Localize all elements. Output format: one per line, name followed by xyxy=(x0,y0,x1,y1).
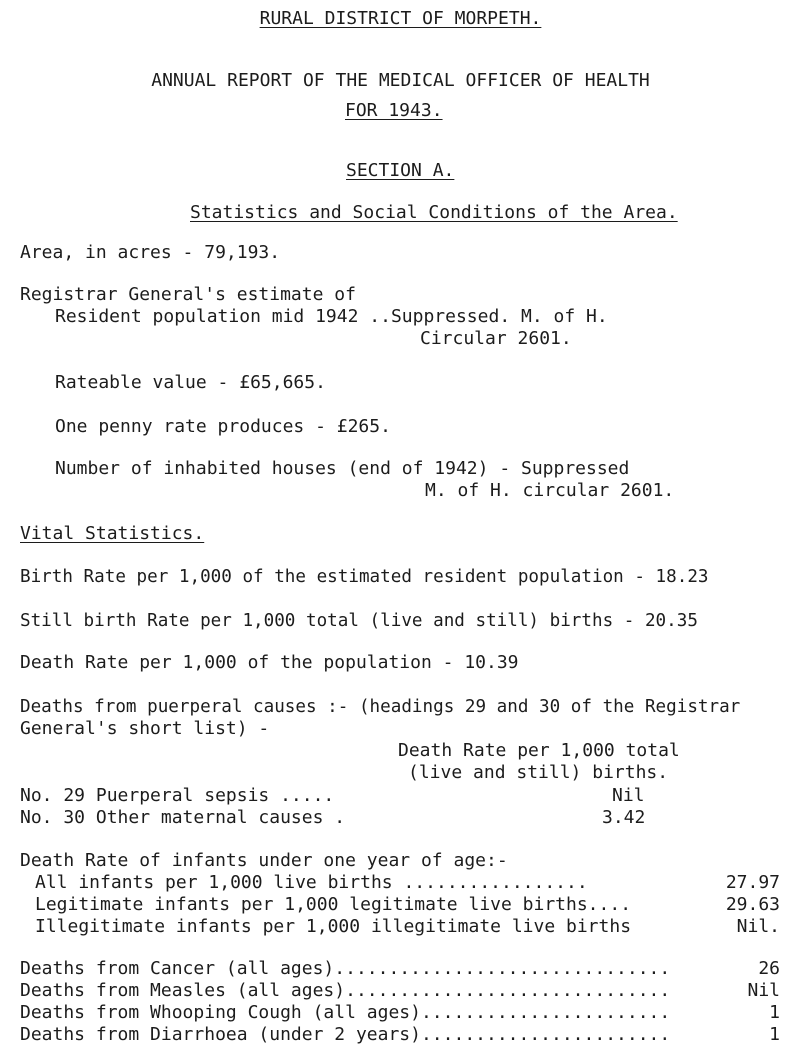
cause-row: Deaths from Whooping Cough (all ages)....................... xyxy=(20,1002,671,1023)
still-birth-rate-row: Still birth Rate per 1,000 total (live and still) births - 20.35 xyxy=(20,611,698,631)
section-label: SECTION A. xyxy=(346,160,455,181)
puerperal-intro-2: General's short list) - xyxy=(20,718,270,739)
cause-row-value: 1 xyxy=(769,1002,780,1023)
puerperal-row: No. 30 Other maternal causes . xyxy=(20,807,346,828)
puerperal-row: No. 29 Puerperal sepsis ..... xyxy=(20,785,335,806)
report-year: FOR 1943. xyxy=(345,100,443,121)
report-title: ANNUAL REPORT OF THE MEDICAL OFFICER OF HEALTH xyxy=(151,70,650,91)
infant-row-value: 27.97 xyxy=(725,872,780,893)
death-rate-row: Death Rate per 1,000 of the population - 10.39 xyxy=(20,652,519,673)
puerperal-row-value: 3.42 xyxy=(602,807,646,828)
puerperal-column-head-1: Death Rate per 1,000 total xyxy=(398,740,680,761)
population-line-2: Resident population mid 1942 ..Suppressed. M. of H. xyxy=(55,306,608,327)
infant-death-heading: Death Rate of infants under one year of age:- xyxy=(20,850,508,871)
district-title: RURAL DISTRICT OF MORPETH. xyxy=(259,8,542,29)
cause-row: Deaths from Measles (all ages).............................. xyxy=(20,980,671,1001)
penny-rate: One penny rate produces - £265. xyxy=(55,416,391,437)
birth-rate-row: Birth Rate per 1,000 of the estimated resident population - 18.23 xyxy=(20,567,709,587)
puerperal-intro-1: Deaths from puerperal causes :- (headings 29 and 30 of the Registrar xyxy=(20,697,741,717)
infant-row: All infants per 1,000 live births ................. xyxy=(35,872,588,893)
cause-row-value: 26 xyxy=(758,958,780,979)
population-line-1: Registrar General's estimate of xyxy=(20,284,356,305)
rateable-value: Rateable value - £65,665. xyxy=(55,372,326,393)
population-line-3: Circular 2601. xyxy=(420,328,572,349)
section-title: Statistics and Social Conditions of the Area. xyxy=(190,202,678,223)
infant-row-value: 29.63 xyxy=(725,894,780,915)
infant-row: Legitimate infants per 1,000 legitimate live births.... xyxy=(35,894,632,915)
houses-line-2: M. of H. circular 2601. xyxy=(425,480,675,501)
houses-line-1: Number of inhabited houses (end of 1942) - Suppressed xyxy=(55,458,630,479)
cause-row: Deaths from Cancer (all ages)............................... xyxy=(20,958,671,979)
vital-statistics-heading: Vital Statistics. xyxy=(20,523,205,544)
cause-row: Deaths from Diarrhoea (under 2 years)....................... xyxy=(20,1024,671,1045)
puerperal-row-value: Nil xyxy=(612,785,645,806)
puerperal-column-head-2: (live and still) births. xyxy=(408,762,669,783)
area-acres: Area, in acres - 79,193. xyxy=(20,242,281,263)
cause-row-value: 1 xyxy=(769,1024,780,1045)
infant-row-value: Nil. xyxy=(736,916,780,937)
cause-row-value: Nil xyxy=(747,980,780,1001)
infant-row: Illegitimate infants per 1,000 illegitimate live births xyxy=(35,916,632,937)
